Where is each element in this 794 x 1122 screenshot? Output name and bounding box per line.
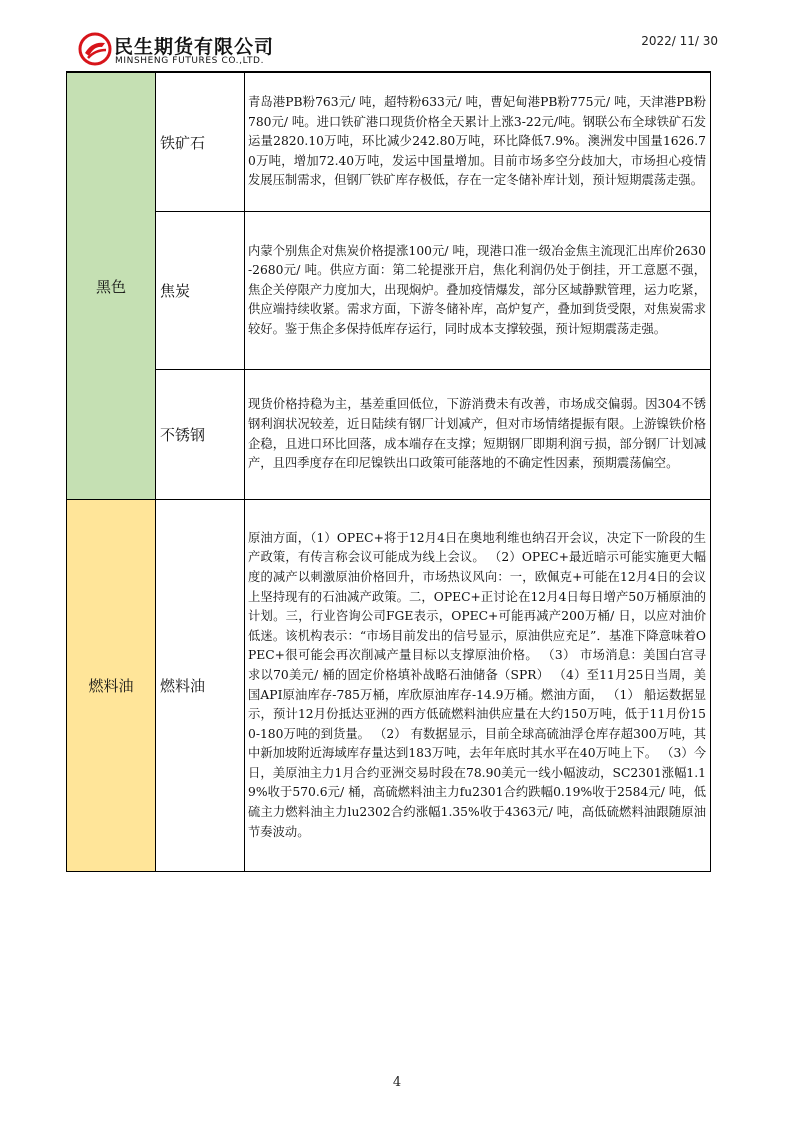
company-name-en: MINSHENG FUTURES CO.,LTD. bbox=[115, 56, 265, 66]
description-cell: 原油方面，（1）OPEC+将于12月4日在奥地利维也纳召开会议，决定下一阶段的生产政策，有传言称会议可能成为线上会议。 （2）OPEC+最近暗示可能实施更大幅度的减产以刺激原油价格回升，市场热议风向：一，欧佩克+可能在12月4日的会议上坚持现有的石油减产政策。二，OPEC+正讨论在12月4日每日增产50万桶原油的计划。三，行业咨询公司FGE表示，OPEC+可能再减产200万桶/ 日，以应对油价低迷。该机构表示：“市场目前发出的信号显示，原油供应充足”．基准下降意味着OPEC+很可能会再次削减产量目标以支撑原油价格。 （3） 市场消息：美国白宫寻求以70美元/ 桶的固定价格填补战略石油储备（SPR） （4）至11月25日当周，美国API原油库存-785万桶，库欣原油库存-14.9万桶。燃油方面， （1） 船运数据显示，预计12月份抵达亚洲的西方低硫燃料油供应量在大约150万吨，低于11月份150-180万吨的到货量。 （2） 有数据显示，目前全球高硫油浮仓库存超300万吨，其中新加坡附近海域库存量达到183万吨，去年年底时其水平在40万吨上下。 （3）今日，美原油主力1月合约亚洲交易时段在78.90美元一线小幅波动，SC2301涨幅1.19%收于570.6元/ 桶，高硫燃料油主力fu2301合约跌幅0.19%收于2584元/ 吨，低硫主力燃料油主力lu2302合约涨幅1.35%收于4363元/ 吨，高低硫燃料油跟随原油节奏波动。 bbox=[245, 500, 711, 872]
item-cell: 铁矿石 bbox=[156, 73, 245, 212]
table-row bbox=[67, 500, 711, 872]
minsheng-logo-icon bbox=[78, 32, 112, 66]
commodity-table bbox=[66, 72, 711, 872]
table-row bbox=[67, 212, 711, 370]
table-row bbox=[67, 73, 711, 212]
description-cell: 现货价格持稳为主，基差重回低位，下游消费未有改善，市场成交偏弱。因304不锈钢利润状况较差，近日陆续有钢厂计划减产，但对市场情绪提振有限。上游镍铁价格企稳，且进口环比回落，成本端存在支撑；短期钢厂即期利润亏损，部分钢厂计划减产，且四季度存在印尼镍铁出口政策可能落地的不确定性因素，预期震荡偏空。 bbox=[245, 370, 711, 500]
item-cell: 焦炭 bbox=[156, 212, 245, 370]
description-cell: 青岛港PB粉763元/ 吨，超特粉633元/ 吨，曹妃甸港PB粉775元/ 吨，天津港PB粉780元/ 吨。进口铁矿港口现货价格全天累计上涨3-22元/吨。钢联公布全球铁矿石发运量2820.10万吨，环比减少242.80万吨，环比降低7.9%。澳洲发中国量1626.70万吨，增加72.40万吨，发运中国量增加。目前市场多空分歧加大，市场担心疫情发展压制需求，但钢厂铁矿库存极低，存在一定冬储补库计划，预计短期震荡走强。 bbox=[245, 73, 711, 212]
table-row bbox=[67, 370, 711, 500]
description-cell: 内蒙个别焦企对焦炭价格提涨100元/ 吨，现港口准一级冶金焦主流现汇出库价2630-2680元/ 吨。供应方面：第二轮提涨开启，焦化利润仍处于倒挂，开工意愿不强，焦企关停限产力度加大，出现焖炉。叠加疫情爆发，部分区域静默管理，运力吃紧，供应端持续收紧。需求方面，下游冬储补库，高炉复产，叠加到货受限，对焦炭需求较好。鉴于焦企多保持低库存运行，同时成本支撑较强，预计短期震荡走强。 bbox=[245, 212, 711, 370]
item-cell: 不锈钢 bbox=[156, 370, 245, 500]
report-date: 2022/ 11/ 30 bbox=[641, 34, 718, 48]
page-header bbox=[66, 28, 720, 72]
category-cell-black: 黑色 bbox=[67, 73, 156, 500]
item-cell: 燃料油 bbox=[156, 500, 245, 872]
company-name-cn: 民生期货有限公司 bbox=[114, 36, 275, 58]
page-number: 4 bbox=[392, 1075, 402, 1090]
category-cell-fuel: 燃料油 bbox=[67, 500, 156, 872]
